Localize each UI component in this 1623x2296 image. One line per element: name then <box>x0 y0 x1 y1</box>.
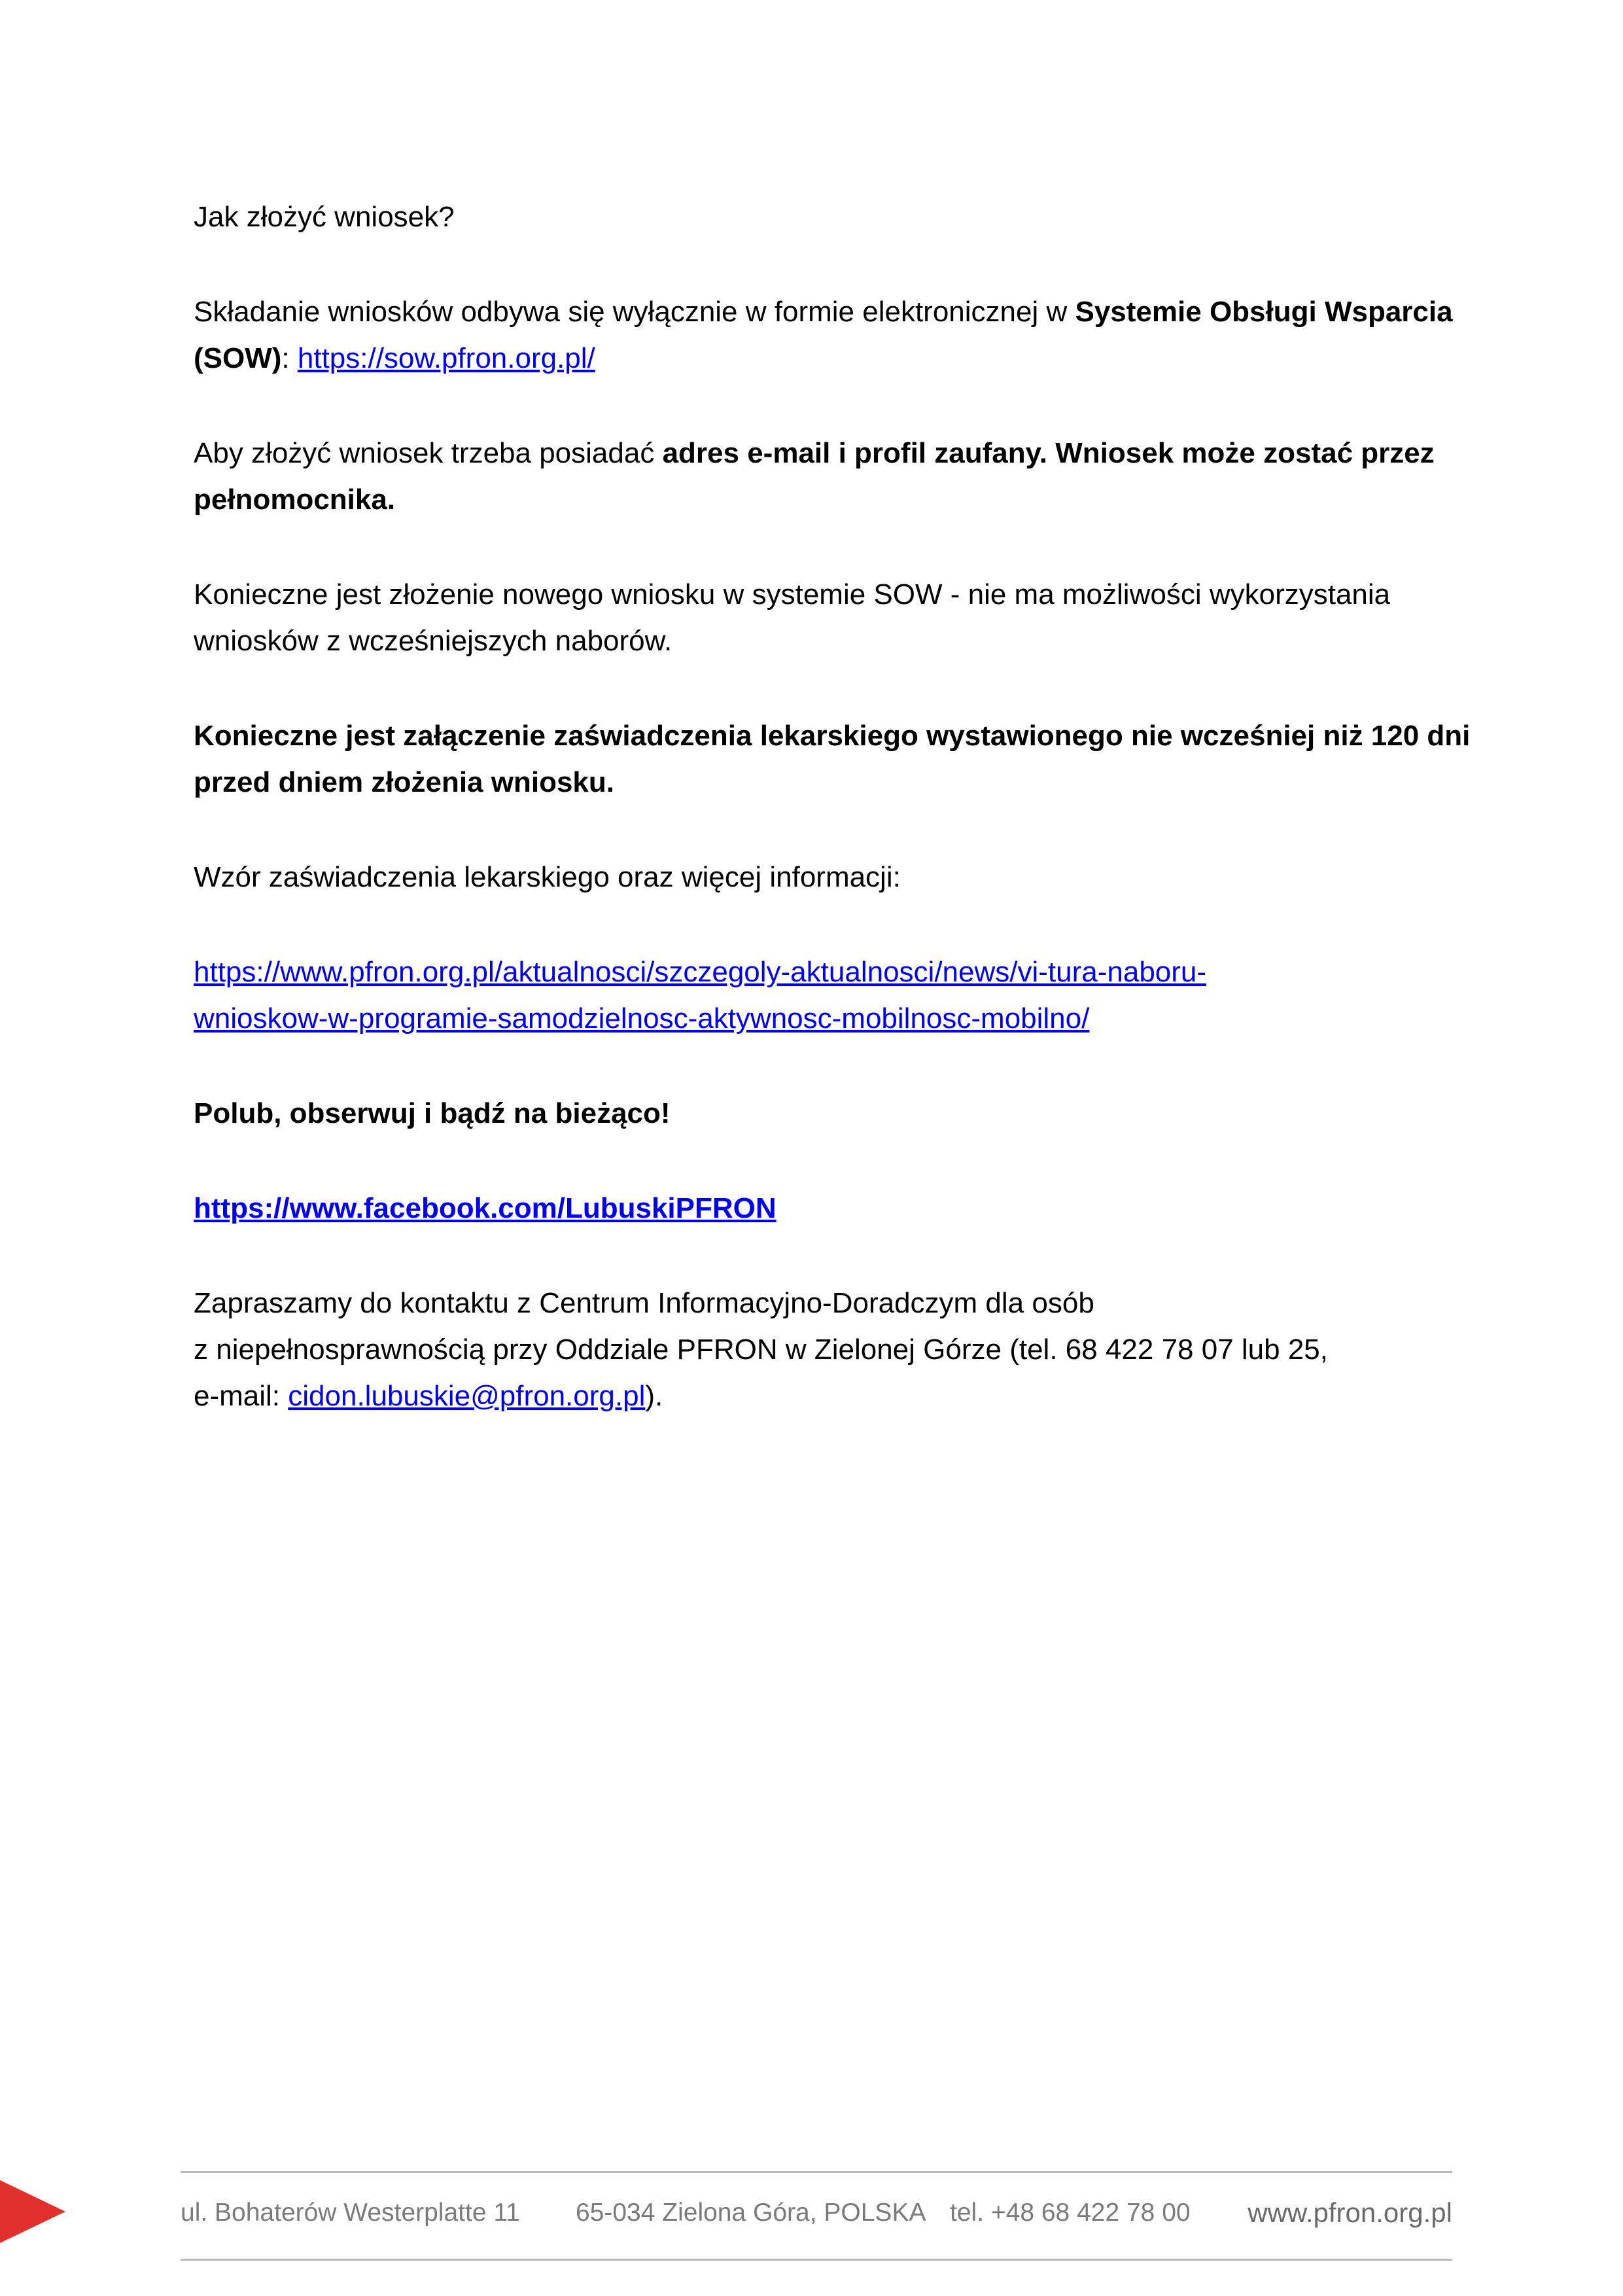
footer-phone: tel. +48 68 422 78 00 <box>950 2199 1191 2227</box>
contact-line-2: z niepełnosprawnością przy Oddziale PFRON w Zielonej Górze (tel. 68 422 78 07 lub 25, <box>194 1333 1329 1366</box>
paragraph-medical-certificate-bold: Konieczne jest załączenie zaświadczenia lekarskiego wystawionego nie wcześniej niż 120 dni przed dniem złożenia wniosku. <box>194 720 1471 798</box>
paragraph-requirements-text: Aby złożyć wniosek trzeba posiadać <box>194 437 663 469</box>
email-link[interactable]: cidon.lubuskie@pfron.org.pl <box>288 1380 646 1412</box>
red-arrow-icon <box>0 2180 65 2243</box>
paragraph-sow-text: Składanie wniosków odbywa się wyłącznie w formie elektronicznej w <box>194 296 1075 328</box>
paragraph-new-application: Konieczne jest złożenie nowego wniosku w systemie SOW - nie ma możliwości wykorzystania wniosków z wcześniejszych naborów. <box>194 578 1391 657</box>
sow-link[interactable]: https://sow.pfron.org.pl/ <box>297 342 595 374</box>
social-heading-text: Polub, obserwuj i bądź na bieżąco! <box>194 1097 671 1129</box>
paragraph-requirements-bold: adres e-mail i profil zaufany. Wniosek może zostać przez pełnomocnika. <box>194 437 1435 516</box>
contact-paragraph <box>194 1280 1476 1419</box>
facebook-link[interactable] <box>194 1192 777 1224</box>
section-heading: Jak złożyć wniosek? <box>194 201 455 233</box>
news-link-line-1: https://www.pfron.org.pl/aktualnosci/szczegoly-aktualnosci/news/vi-tura-naboru- <box>194 956 1207 988</box>
paragraph-template-info: Wzór zaświadczenia lekarskiego oraz więcej informacji: <box>194 861 901 893</box>
paragraph-requirements <box>194 430 1476 523</box>
footer <box>181 2193 1452 2233</box>
footer-website: www.pfron.org.pl <box>1248 2197 1452 2228</box>
paragraph-medical-certificate <box>194 713 1476 805</box>
footer-divider-bottom <box>181 2259 1452 2261</box>
contact-line-3-prefix: e-mail: <box>194 1380 288 1412</box>
paragraph-sow <box>194 289 1476 381</box>
footer-city: 65-034 Zielona Góra, POLSKA <box>576 2199 926 2227</box>
facebook-link-text: https://www.facebook.com/LubuskiPFRON <box>194 1192 777 1224</box>
paragraph-sow-separator: : <box>281 342 298 374</box>
paragraph-sow-bold: Systemie Obsługi Wsparcia (SOW) <box>194 296 1453 374</box>
social-heading <box>194 1090 1476 1137</box>
contact-line-1: Zapraszamy do kontaktu z Centrum Informacyjno-Doradczym dla osób <box>194 1287 1094 1319</box>
news-link-line-2: wnioskow-w-programie-samodzielnosc-aktywnosc-mobilnosc-mobilno/ <box>194 1002 1090 1034</box>
news-link-paragraph <box>194 949 1476 1042</box>
contact-line-3-suffix: ). <box>645 1380 663 1412</box>
news-link[interactable] <box>194 956 1206 1034</box>
footer-divider-top <box>181 2171 1452 2173</box>
footer-address: ul. Bohaterów Westerplatte 11 <box>181 2199 520 2227</box>
document-body <box>194 194 1476 1419</box>
facebook-link-paragraph <box>194 1185 1476 1231</box>
